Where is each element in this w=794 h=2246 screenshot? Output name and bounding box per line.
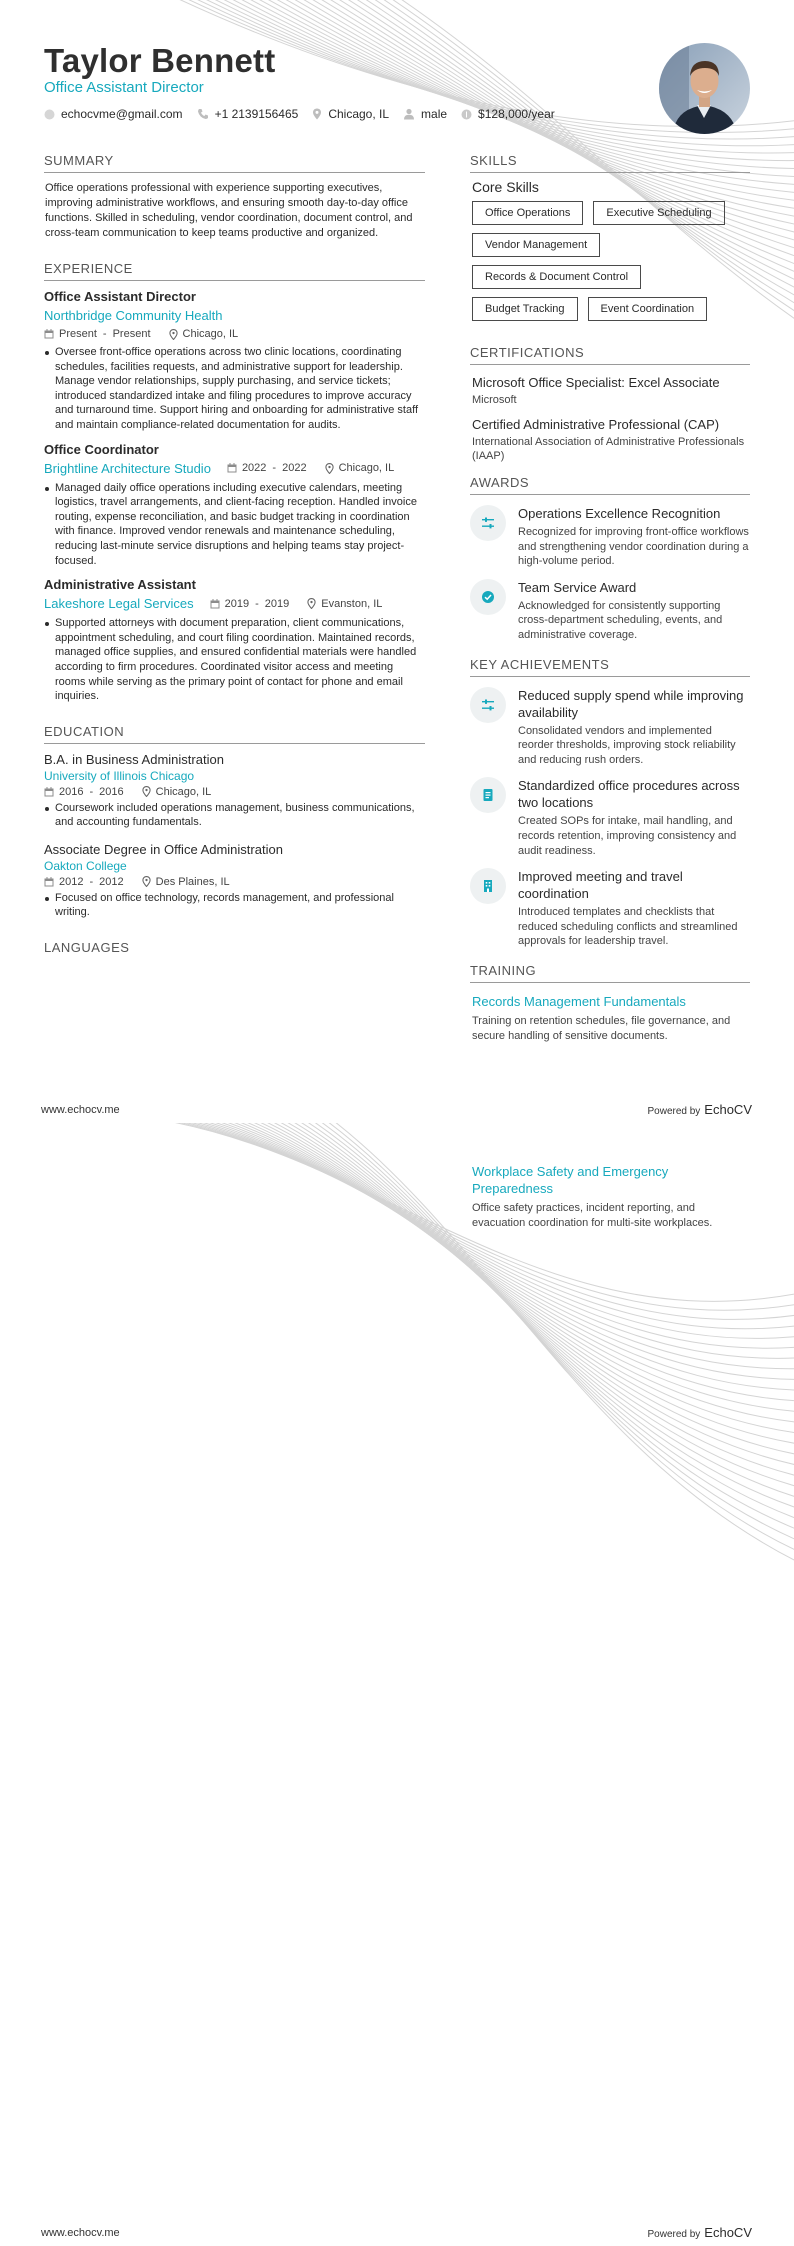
job-entry [44, 577, 425, 704]
cert-name: Certified Administrative Professional (CAP) [472, 417, 720, 432]
achievement-desc: Introduced templates and checklists that reduced scheduling conflicts and streamlined approvals for leadership travel. [518, 906, 738, 948]
achievement-entry [470, 868, 750, 949]
edu-school[interactable]: University of Illinois Chicago [44, 768, 195, 783]
training-title: Workplace Safety and Emergency Preparedness [472, 1164, 669, 1196]
experience-section [44, 261, 425, 704]
job-meta-line [44, 328, 425, 340]
footer-powered[interactable] [647, 2225, 752, 2240]
skill-chip: Event Coordination [588, 297, 708, 321]
job-dates: 2022 - 2022 [227, 462, 307, 474]
salary-text: $128,000/year [478, 107, 555, 121]
skills-section [470, 153, 750, 329]
job-dates: 2019 - 2019 [210, 598, 290, 610]
edu-location [142, 876, 230, 888]
job-end: 2019 [264, 597, 290, 610]
training-heading: TRAINING [470, 963, 750, 983]
location-pin-icon [307, 598, 316, 609]
edu-meta-line [44, 876, 425, 888]
calendar-icon [44, 329, 54, 339]
awards-heading: AWARDS [470, 475, 750, 495]
location-pin-icon [142, 786, 151, 797]
training-title: Records Management Fundamentals [472, 993, 686, 1009]
job-entry [44, 289, 425, 433]
contact-email[interactable] [44, 107, 183, 121]
wave-line [193, 1123, 794, 1358]
education-section [44, 724, 425, 920]
contact-location [312, 107, 389, 121]
summary-text: Office operations professional with experience supporting executives, improving administrative workflows, and ensuring smooth day-to-day office functions. Skilled in scheduling, vendor coordination, document control, and cross-team communication to keep teams productive and organized. [45, 182, 413, 239]
cert-issuer: Microsoft [472, 394, 517, 406]
job-dates: Present - Present [44, 328, 151, 340]
edu-bullet: Focused on office technology, records management, and professional writing. [44, 891, 425, 920]
job-company-line [44, 461, 425, 476]
skills-group-title: Core Skills [472, 179, 539, 195]
footer-site-link[interactable]: www.echocv.me [41, 1104, 120, 1116]
awards-section [470, 475, 750, 643]
footer-powered[interactable] [647, 1102, 752, 1117]
job-start: Present [59, 328, 97, 340]
edu-degree: B.A. in Business Administration [44, 751, 224, 767]
edu-end: 2016 [99, 785, 124, 798]
award-desc: Acknowledged for consistently supporting cross-department scheduling, events, and administrative coverage. [518, 599, 723, 641]
profile-photo [659, 43, 750, 134]
calendar-icon [210, 599, 220, 609]
skill-chip: Records & Document Control [472, 265, 641, 289]
contact-bar [44, 107, 569, 121]
achievement-entry [470, 687, 750, 768]
achievement-entry [470, 777, 750, 858]
training-section [470, 963, 750, 1043]
skill-chip: Executive Scheduling [593, 201, 724, 225]
achievements-section [470, 657, 750, 949]
wave-line [179, 1123, 794, 1338]
education-entry [44, 842, 425, 920]
skill-chip: Office Operations [472, 201, 583, 225]
training-desc: Office safety practices, incident reporting, and evacuation coordination for multi-site workplaces. [472, 1202, 713, 1229]
edu-degree: Associate Degree in Office Administration [44, 841, 283, 857]
job-bullets [44, 481, 425, 569]
sliders-icon [470, 687, 506, 723]
contact-salary [461, 107, 555, 121]
edu-start: 2012 [59, 875, 84, 888]
job-location-text: Evanston, IL [321, 597, 383, 610]
edu-location-text: Chicago, IL [155, 785, 212, 798]
certifications-section [470, 345, 750, 463]
check-badge-icon [470, 579, 506, 615]
summary-heading: SUMMARY [44, 153, 425, 173]
edu-school[interactable]: Oakton College [44, 858, 127, 873]
candidate-title: Office Assistant Director [44, 79, 204, 96]
achievement-title: Improved meeting and travel coordination [518, 869, 683, 902]
wave-line [186, 1123, 794, 1348]
edu-start: 2016 [59, 785, 84, 798]
edu-bullets [44, 801, 425, 830]
footer-powered-text: Powered by [647, 2229, 701, 2240]
edu-location-text: Des Plaines, IL [155, 875, 230, 888]
edu-dates: 2016 - 2016 [44, 786, 124, 798]
job-role: Office Assistant Director [44, 289, 196, 304]
skill-chips [470, 201, 750, 329]
skill-chip: Budget Tracking [472, 297, 578, 321]
achievement-title: Standardized office procedures across two locations [518, 778, 740, 811]
job-start: 2019 [224, 597, 250, 610]
award-entry [470, 579, 750, 643]
training-desc: Training on retention schedules, file governance, and secure handling of sensitive documents. [472, 1014, 731, 1042]
languages-heading: LANGUAGES [44, 940, 130, 956]
contact-gender [403, 107, 447, 121]
document-icon [470, 777, 506, 813]
wave-lines-decoration [0, 1123, 794, 2246]
job-company[interactable]: Northbridge Community Health [44, 308, 223, 323]
cert-issuer: International Association of Administrative Professionals (IAAP) [472, 436, 745, 462]
job-end: Present [112, 328, 151, 340]
building-icon [470, 868, 506, 904]
footer-brand-logo: EchoCV [704, 1102, 752, 1117]
gender-text: male [421, 107, 448, 121]
job-company[interactable]: Lakeshore Legal Services [44, 596, 194, 612]
phone-text: +1 2139156465 [214, 107, 299, 121]
location-text: Chicago, IL [328, 107, 390, 121]
wave-line [200, 1123, 794, 1369]
footer-brand-logo: EchoCV [704, 2225, 752, 2240]
location-pin-icon [325, 463, 334, 474]
calendar-icon [44, 787, 54, 797]
person-icon [403, 108, 415, 120]
job-company[interactable]: Brightline Architecture Studio [44, 460, 211, 476]
calendar-icon [44, 877, 54, 887]
award-desc: Recognized for improving front-office workflows and strengthening vendor coordination during a high-volume period. [518, 526, 749, 568]
money-icon [461, 109, 472, 120]
edu-bullet: Coursework included operations management, business communications, and accounting fundamentals. [44, 801, 425, 830]
job-bullet: Oversee front-office operations across two clinic locations, coordinating schedules, facilities requests, and administrative support for leadership. Manage vendor relationships, supply purchasing, and service tickets; introduced standardized intake and filing procedures to improve accuracy and turnaround time. Support hiring and onboarding for administrative staff and maintain compliance-related documentation for audits. [44, 345, 425, 433]
edu-meta-line [44, 786, 425, 798]
job-end: 2022 [282, 462, 307, 475]
languages-section [44, 940, 425, 959]
footer-powered-text: Powered by [647, 1106, 701, 1117]
cert-name: Microsoft Office Specialist: Excel Associate [472, 375, 720, 390]
job-location [325, 462, 395, 474]
award-title: Operations Excellence Recognition [518, 506, 721, 521]
sliders-icon [470, 505, 506, 541]
location-pin-icon [142, 876, 151, 887]
job-bullets [44, 616, 425, 704]
location-pin-icon [169, 329, 178, 340]
job-location [169, 328, 239, 340]
job-company-line [44, 596, 425, 611]
phone-icon [197, 108, 209, 120]
edu-location [142, 786, 212, 798]
skills-heading: SKILLS [470, 153, 750, 173]
job-role: Office Coordinator [44, 441, 159, 457]
job-bullet: Supported attorneys with document preparation, client communications, appointment scheduling, and court filing coordination. Maintained records, managed office supplies, and ensured confidential materials were handled according to firm procedures. Coordinated visitor access and meeting rooms while serving as the primary point of contact for phone and email inquiries. [44, 616, 425, 704]
edu-dates: 2012 - 2012 [44, 876, 124, 888]
job-role: Administrative Assistant [44, 577, 196, 593]
job-entry [44, 442, 425, 569]
education-entry [44, 752, 425, 830]
right-column [470, 153, 750, 1043]
wave-line [208, 1123, 794, 1379]
job-start: 2022 [241, 462, 267, 475]
education-heading: EDUCATION [44, 724, 425, 744]
certifications-heading: CERTIFICATIONS [470, 345, 750, 365]
left-column [44, 153, 425, 967]
email-text: echocvme@gmail.com [61, 107, 183, 121]
award-title: Team Service Award [518, 579, 637, 595]
skill-chip: Vendor Management [472, 233, 600, 257]
job-location-text: Chicago, IL [338, 462, 395, 475]
contact-phone[interactable] [197, 107, 299, 121]
job-company-line [44, 308, 425, 323]
achievement-title: Reduced supply spend while improving availability [518, 687, 744, 720]
summary-section [44, 153, 425, 241]
location-pin-icon [312, 108, 322, 120]
achievement-desc: Created SOPs for intake, mail handling, and records retention, improving consistency and audit readiness. [518, 815, 737, 857]
resume-page-2 [0, 1123, 794, 2246]
award-entry [470, 505, 750, 569]
job-bullet: Managed daily office operations including executive calendars, meeting logistics, travel arrangements, and client-facing reception. Handled invoice routing, expense reconciliation, and basic budget tracking in coordination with finance. Improved vendor renewals and maintenance scheduling, reducing last-minute service disruptions and helping teams stay project-focused. [44, 481, 425, 569]
edu-end: 2012 [99, 875, 124, 888]
job-bullets [44, 345, 425, 433]
candidate-name: Taylor Bennett [44, 42, 276, 79]
training-continued [470, 1163, 750, 1230]
job-location [307, 598, 382, 610]
email-icon [44, 109, 55, 120]
job-location-text: Chicago, IL [182, 328, 239, 340]
experience-heading: EXPERIENCE [44, 261, 425, 281]
achievements-heading: KEY ACHIEVEMENTS [470, 657, 750, 677]
edu-bullets [44, 891, 425, 920]
footer-site-link[interactable]: www.echocv.me [41, 2227, 120, 2239]
calendar-icon [227, 463, 237, 473]
achievement-desc: Consolidated vendors and implemented reorder thresholds, improving stock reliability and reducing rush orders. [518, 724, 736, 766]
